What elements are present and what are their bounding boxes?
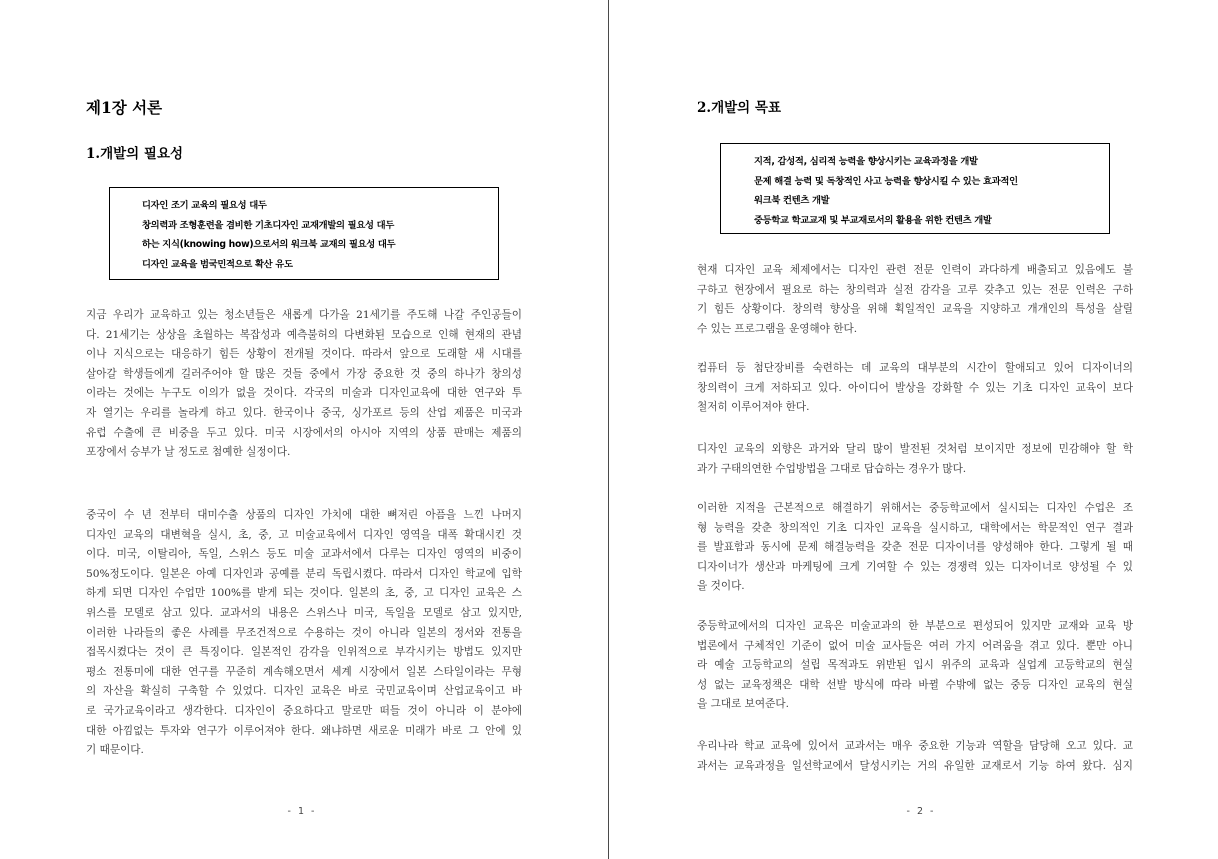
summary-line: 하는 지식(knowing how)으로서의 워크북 교재의 필요성 대두 <box>142 239 396 250</box>
summary-line: 지적, 감성적, 심리적 능력을 향상시키는 교육과정을 개발 <box>754 156 978 167</box>
body-paragraph <box>697 737 1133 776</box>
text-line: 위스를 모델로 삼고 있다. 교과서의 내용은 스위스나 미국, 독일을 모델로 삼고 있지만, <box>86 606 522 619</box>
summary-line: 디자인 조기 교육의 필요성 대두 <box>142 200 267 211</box>
text-line: 이다. 미국, 이탈리아, 독일, 스위스 등도 미술 교과서에서 다루는 디자인 영역의 비중이 <box>86 548 522 561</box>
summary-line: 워크북 컨텐츠 개발 <box>754 195 830 206</box>
text-line: 대한 아낌없는 투자와 연구가 이루어져야 한다. 왜냐하면 새로운 미래가 바로 그 안에 있 <box>86 724 522 737</box>
text-line: 디자이너가 생산과 마케팅에 크게 기여할 수 있는 경쟁력 있는 디자이너로 양성될 수 있 <box>697 560 1133 573</box>
section-title-necessity: 1.개발의 필요성 <box>86 146 184 162</box>
page-number: - 1 - <box>287 806 317 817</box>
necessity-summary-box <box>109 187 499 280</box>
text-line: 로 국가교육이라고 생각한다. 디자인이 중요하다고 말로만 떠들 것이 아니라 이 분야에 <box>86 704 522 717</box>
section-title-goals: 2.개발의 목표 <box>697 100 781 116</box>
summary-line: 문제 해결 능력 및 독창적인 사고 능력을 향상시킬 수 있는 효과적인 <box>754 175 1018 187</box>
text-line: 이나 지식으로는 대응하기 힘든 상황이 전개될 것이다. 따라서 앞으로 도래할 새 시대를 <box>86 348 522 361</box>
page-number: - 2 - <box>906 806 936 817</box>
body-paragraph <box>697 499 1133 597</box>
text-line: 살아갈 학생들에게 길러주어야 할 많은 것들 중에서 가장 중요한 것 중의 하나가 창의성 <box>86 367 522 380</box>
text-line: 기 힘든 상황이다. 창의력 향상을 위해 획일적인 교육을 지양하고 개개인의 특성을 살릴 <box>697 303 1133 316</box>
text-line: 우리나라 학교 교육에 있어서 교과서는 매우 중요한 기능과 역할을 담당해 오고 있다. 교 <box>697 740 1133 752</box>
body-paragraph <box>697 617 1133 715</box>
text-line: 하게 되면 디자인 수업만 100%를 받게 되는 것이다. 일본의 초, 중, 고 디자인 교육은 스 <box>86 587 522 600</box>
text-line: 을 그대로 보여준다. <box>697 698 789 711</box>
text-line: 을 것이다. <box>697 580 745 593</box>
left-page <box>0 0 608 859</box>
text-line: 평소 전통미에 대한 연구를 꾸준히 계속해오면서 세계 시장에서 일본 스타일이라는 무형 <box>86 665 522 678</box>
text-line: 수 있는 프로그램을 운영해야 한다. <box>697 322 858 335</box>
text-line: 유럽 수출에 큰 비중을 두고 있다. 미국 시장에서의 아시아 지역의 상품 판매는 제품의 <box>86 426 522 439</box>
text-line: 이러한 지적을 근본적으로 해결하기 위해서는 중등학교에서 실시되는 디자인 수업은 조 <box>697 502 1133 514</box>
goals-summary-box <box>720 143 1110 234</box>
text-line: 이러한 나라들의 좋은 사례를 무조건적으로 수용하는 것이 아니라 일본의 정서와 전통을 <box>86 626 522 639</box>
text-line: 포장에서 승부가 날 정도로 첨예한 실정이다. <box>86 446 291 459</box>
summary-line: 중등학교 학교교재 및 부교재로서의 활용을 위한 컨텐츠 개발 <box>754 214 992 226</box>
text-line: 접목시켰다는 것이 큰 특징이다. 일본적인 감각을 인위적으로 부각시키는 방법도 있지만 <box>86 646 522 659</box>
text-line: 과서는 교육과정을 일선학교에서 달성시키는 거의 유일한 교재로서 기능 하여 왔다. 심지 <box>697 759 1133 772</box>
text-line: 기 때문이다. <box>86 744 144 757</box>
chapter-title: 제1장 서론 <box>86 98 163 117</box>
text-line: 자 열기는 우리를 놀라게 하고 있다. 한국이나 중국, 싱가포르 등의 산업 제품은 미국과 <box>86 406 522 419</box>
summary-line: 디자인 교육을 범국민적으로 확산 유도 <box>142 258 293 270</box>
summary-line: 창의력과 조형훈련을 겸비한 기초디자인 교재개발의 필요성 대두 <box>142 219 395 231</box>
text-line: 디자인 교육의 외향은 과거와 달리 많이 발전된 것처럼 보이지만 정보에 민감해야 할 학 <box>697 443 1133 455</box>
text-line: 구하고 현장에서 필요로 하는 창의력과 실전 감각을 고루 갖추고 있는 전문 인력은 구하 <box>697 283 1133 296</box>
body-paragraph <box>697 261 1133 339</box>
body-paragraph <box>86 306 522 463</box>
text-line: 50%정도이다. 일본은 아예 디자인과 공예를 분리 독립시켰다. 따라서 디자인 학교에 입학 <box>86 567 522 580</box>
text-line: 과가 구태의연한 수업방법을 그대로 답습하는 경우가 많다. <box>697 462 967 475</box>
text-line: 의 자산을 확실히 구축할 수 있었다. 디자인 교육은 바로 국민교육이며 산업교육이고 바 <box>86 685 522 698</box>
text-line: 법론에서 구체적인 기준이 없어 미술 교사들은 여러 가지 어려움을 겪고 있다. 뿐만 아니 <box>697 639 1133 652</box>
text-line: 창의력이 크게 저하되고 있다. 아이디어 발상을 강화할 수 있는 기초 디자인 교육이 보다 <box>697 381 1133 394</box>
text-line: 철저히 이루어져야 한다. <box>697 401 810 414</box>
text-line: 라 예술 고등학교의 설립 목적과도 위반된 입시 위주의 교육과 실업계 고등학교의 현실 <box>697 659 1133 672</box>
body-paragraph <box>697 440 1133 479</box>
text-line: 이라는 것에는 누구도 이의가 없을 것이다. 각국의 미술과 디자인교육에 대한 연구와 투 <box>86 387 522 400</box>
text-line: 컴퓨터 등 첨단장비를 숙련하는 데 교육의 대부분의 시간이 할애되고 있어 디자이너의 <box>697 362 1133 374</box>
body-paragraph <box>86 506 522 761</box>
right-page <box>611 0 1218 859</box>
body-paragraph <box>697 359 1133 418</box>
text-line: 디자인 교육의 대변혁을 실시, 초, 중, 고 미술교육에서 디자인 영역을 대폭 확대시킨 것 <box>86 528 522 541</box>
text-line: 현재 디자인 교육 체제에서는 디자인 관련 전문 인력이 과다하게 배출되고 있음에도 불 <box>697 264 1133 276</box>
text-line: 를 발표함과 동시에 문제 해결능력을 갖춘 전문 디자이너를 양성해야 한다. 그렇게 될 때 <box>697 541 1133 554</box>
text-line: 다. 21세기는 상상을 초월하는 복잡성과 예측불허의 다변화된 모습으로 인해 현재의 관념 <box>86 328 522 341</box>
text-line: 성 없는 교육정책은 대학 선발 방식에 따라 바뀔 수밖에 없는 중등 디자인 교육의 현실 <box>697 678 1133 691</box>
text-line: 중등학교에서의 디자인 교육은 미술교과의 한 부분으로 편성되어 있지만 교재와 교육 방 <box>697 620 1133 632</box>
text-line: 지금 우리가 교육하고 있는 청소년들은 새롭게 다가올 21세기를 주도해 나갈 주인공들이 <box>86 309 522 321</box>
text-line: 형 능력을 갖춘 창의적인 기초 디자인 교육을 실시하고, 대학에서는 학문적인 연구 결과 <box>697 521 1133 534</box>
text-line: 중국이 수 년 전부터 대미수출 상품의 디자인 가치에 대한 뼈저린 아픔을 느낀 나머지 <box>86 509 522 521</box>
